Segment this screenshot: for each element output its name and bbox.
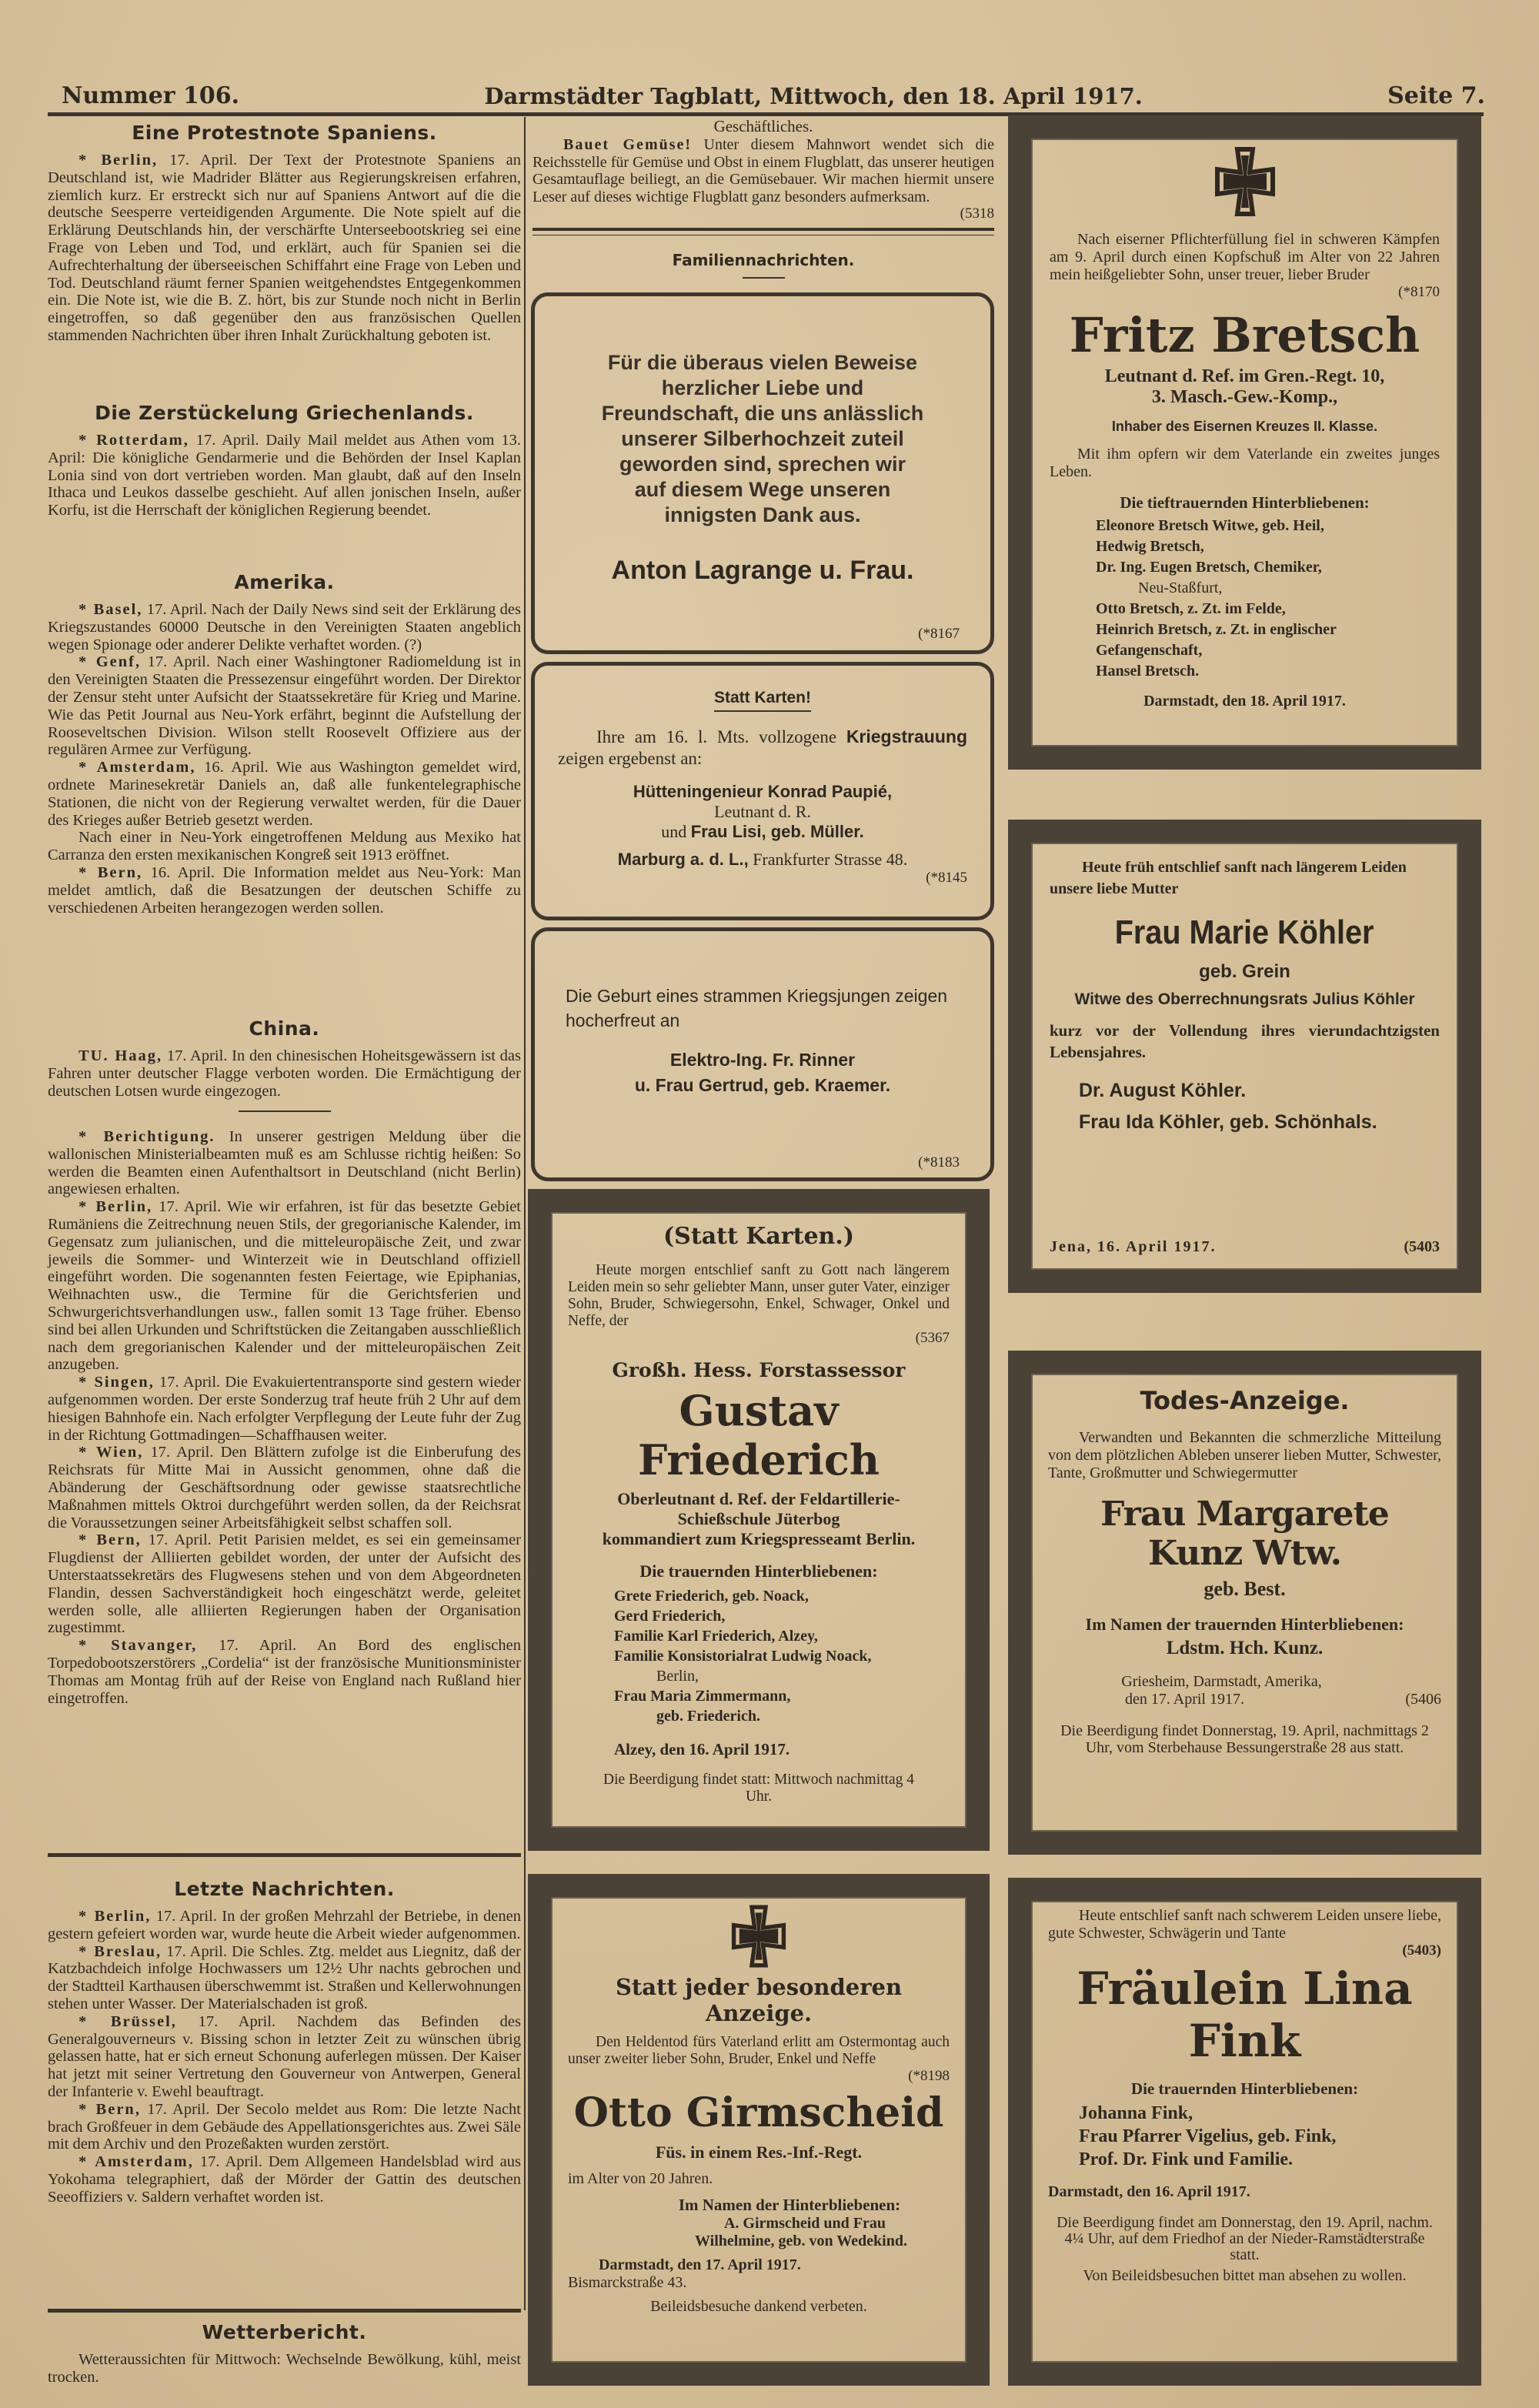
mourner: Familie Karl Friederich, Alzey, [614, 1628, 818, 1645]
ad-girmscheid [528, 1874, 990, 2386]
business-heading: Geschäftliches. [713, 117, 813, 135]
iron-cross-icon [724, 1902, 793, 1971]
ad-reference: (5367 [915, 1330, 950, 1346]
ad-rank: Leutnant d. Ref. im Gren.-Regt. 10, [1104, 366, 1385, 386]
dateline: * Bern, [78, 2100, 141, 2118]
ad-name: Anton Lagrange u. Frau. [611, 556, 914, 585]
ad-funeral: Die Beerdigung findet am Donnerstag, den 19. April, nachm. 4¼ Uhr, auf dem Friedhof an der Nieder-Ramstädterstraße statt. [1057, 2214, 1433, 2263]
mourner: Frau Ida Köhler, geb. Schönhals. [1079, 1111, 1377, 1133]
deceased-name: Gustav Friederich [638, 1386, 880, 1485]
ad-funeral: Die Beerdigung findet statt: Mittwoch nachmittag 4 Uhr. [603, 1772, 914, 1805]
mourner: Familie Konsistorialrat Ludwig Noack, [614, 1648, 872, 1665]
article-paragraph [48, 829, 521, 864]
dateline: * Brüssel, [78, 2012, 177, 2030]
paragraph-text: 16. April. Wie aus Washington gemeldet wird, ordnete Marinesekretär Daniels an, daß alle funkentelegraphische Stationen, die nicht von der Regierung verwaltet werden, für die Dauer des Krieges außer Betrieb gesetzt werden. [48, 759, 522, 829]
dateline: * Bern, [78, 1531, 142, 1549]
paragraph-text: 17. April. Nach einer Washingtoner Radiomeldung ist in den Vereinigten Staaten die Pressezensur eingeführt worden. Der Direktor der Zensur steht unter Aufsicht der Staatssekretäre für Krieg und Marine. Wie das Petit Journal aus Neu-York erfährt, beginnt die Aufstellung der Rooseveltschen Division. Wilson stellt Roosevelt Offiziere aus der regulären Armee zur Verfügung. [48, 653, 521, 759]
section-rule [48, 2309, 521, 2313]
ad-text-part: und [661, 822, 691, 841]
mourner: Dr. August Köhler. [1079, 1080, 1247, 1101]
business-lead: Bauet Gemüse! [563, 136, 693, 153]
paragraph-text: 17. April. Wie wir erfahren, ist für das besetzte Gebiet Rumäniens die Zeitrechnung neuen Stils, der gregorianische Kalender, im Gegensatz zum julianischen, und die mitteleuropäische Zeit, und zwar jeweils die Sommer- und Winterzeit wie in Deutschland offiziell eingeführt worden. Die sogenannten festen Feiertage, wie Epiphanias, Weihnachten usw., die Termine für die Gerichtsferien und Schwurgerichtsverhandlungen usw., fallen somit 13 Tage früher. Ebenso sind bei allen Urkunden und Schriftstücken die Zeitangaben ausschließlich nach dem gregorianischen Kalender und der mitteleuropäischen Zeit anzugeben. [48, 1198, 521, 1374]
ad-note: Von Beileidsbesuchen bittet man absehen zu wollen. [1083, 2267, 1407, 2284]
ad-friederich [528, 1189, 990, 1851]
family-heading-block [532, 251, 994, 279]
dateline: * Basel, [78, 601, 143, 618]
ad-koehler [1008, 820, 1481, 1293]
ad-born: geb. Grein [1199, 961, 1290, 982]
ad-widow: Witwe des Oberrechnungsrats Julius Köhler [1074, 990, 1415, 1008]
mourner: Ldstm. Hch. Kunz. [1166, 1638, 1324, 1658]
dateline: * Singen, [78, 1374, 155, 1391]
mourner: Eleonore Bretsch Witwe, geb. Heil, [1096, 517, 1324, 534]
ad-date: Darmstadt, den 18. April 1917. [1143, 693, 1346, 710]
paragraph-text: 17. April. Der Text der Protestnote Spaniens an Deutschland ist, wie Madrider Blätter aus Regierungskreisen erfahren, ziemlich kurz. Er erstreckt sich nur auf Spaniens Antwort auf die die deutsche Seesperre verteidigenden Argumente. Die Note spielt auf die Erklärung Deutschlands hin, der verschärfte Unterseebootskrieg sei eine Frage von Leben und Tod, und erklärt, auch für Spanien sei die Aufrechterhaltung der überseeischen Schiffahrt eine Frage von Leben und Tod. Deutschland räumt ferner Spanien weitgehendstes Entgegenkommen ein. Die Note ist, wie die B. Z. hört, bis zur Stunde noch nicht in Berlin eingetroffen, so daß gegenüber den aus französischen Quellen stammenden Nachrichten über ihren Inhalt Zurückhaltung geboten ist. [48, 152, 521, 344]
article-paragraph [48, 432, 521, 519]
mourner: Hansel Bretsch. [1096, 663, 1200, 680]
ad-desc: Schießschule Jüterbog [677, 1509, 840, 1528]
ad-reference: (*8170 [1398, 284, 1440, 300]
paragraph-text: 17. April. Petit Parisien meldet, es sei ein gemeinsamer Flugdienst der Alliierten gebildet worden, der unter der Aufsicht des Unterstaatssekretärs des Flugwesens stehen und von dem Abgeordneten Flandin, dessen Sachverständigkeit hoch eingeschätzt werde, geleitet werden solle, alle alliierten Regierungen haben der Organisation zugestimmt. [48, 1531, 521, 1637]
dateline: * Berlin, [78, 152, 159, 169]
ad-reference: (5406 [1405, 1691, 1441, 1708]
article-paragraph [48, 601, 521, 653]
ad-title: (Statt Karten.) [663, 1223, 855, 1250]
dateline: * Breslau, [78, 1942, 162, 1960]
ad-address: Frankfurter Strasse 48. [748, 850, 908, 869]
page-number: Seite 7. [1387, 82, 1485, 109]
article-heading: China. [249, 1017, 320, 1040]
mourners-list [614, 1586, 871, 1726]
dateline: * Bern, [78, 863, 143, 881]
iron-cross-icon [1207, 143, 1284, 220]
ad-born: geb. Best. [1203, 1578, 1286, 1600]
ad-fink [1008, 1878, 1481, 2386]
issue-number: Nummer 106. [62, 82, 240, 109]
paragraph-text: 17. April. An Bord des englischen Torpedobootszerstörers „Cordelia“ ist der französische Munitionsminister Thomas am Montag früh auf der Reise von England nach Rußland hier eingetroffen. [48, 1637, 521, 1707]
paragraph-text: 17. April. In der großen Mehrzahl der Betriebe, in denen gestern gefeiert worden war, wurde heute die Arbeit wieder aufgenommen. [48, 1908, 521, 1942]
ad-date-line [1048, 1691, 1441, 1708]
ad-title: Todes-Anzeige. [1140, 1386, 1350, 1415]
article-paragraph [48, 2101, 521, 2153]
ad-name: u. Frau Gertrud, geb. Kraemer. [634, 1075, 891, 1095]
mourners-heading: Die tieftrauernden Hinterbliebenen: [1120, 493, 1370, 512]
business-text [532, 136, 994, 205]
ad-rinner [531, 927, 994, 1181]
ad-text: Für die überaus vielen Beweise herzlicher Liebe und Freundschaft, die uns anlässlich unserer Silberhochzeit zuteil geworden sind, sprechen wir auf diesem Wege unseren innigsten Dank aus. [601, 351, 924, 526]
article-paragraph [48, 2351, 521, 2386]
ad-name: Elektro-Ing. Fr. Rinner [669, 1050, 856, 1070]
ad-reference: (*8167 [918, 626, 960, 642]
article-paragraph [48, 1128, 521, 1198]
article-china [48, 1017, 521, 1123]
mourner: Dr. Ing. Eugen Bretsch, Chemiker, [1096, 559, 1322, 576]
ad-reference: (5318 [960, 205, 994, 222]
ad-name: Hütteningenieur Konrad Paupié, [633, 782, 893, 801]
paragraph-text: 17. April. Nach der Daily News sind seit der Erklärung des Kriegszustandes 60000 Deutsche in den Vereinigten Staaten angeblich wegen Spionage oder anderer Delikte verhaftet worden. (?) [48, 601, 521, 653]
mourner: Neu-Staßfurt, [1138, 579, 1223, 596]
article-paragraph [48, 1531, 521, 1637]
article-paragraph [48, 1444, 521, 1531]
article-heading: Letzte Nachrichten. [174, 1878, 395, 1900]
ad-footer [1050, 1238, 1440, 1256]
ad-kunz [1008, 1351, 1481, 1855]
ad-date: den 17. April 1917. [1125, 1691, 1244, 1708]
ad-date: Darmstadt, den 17. April 1917. [599, 2256, 801, 2273]
short-rule [743, 277, 785, 279]
ad-rank: Großh. Hess. Forstassessor [612, 1359, 906, 1381]
paragraph-text: Wetteraussichten für Mittwoch: Wechselnde Bewölkung, kühl, meist trocken. [48, 2351, 521, 2386]
paragraph-text: In unserer gestrigen Meldung über die wallonischen Ministerialbeamten muß es am Schlusse richtig heißen: So werden die Beamten einen Aufenthaltsort in Deutschland (nicht Berlin) angewiesen erhalten. [48, 1128, 521, 1198]
mourners-heading: Im Namen der Hinterbliebenen: [678, 2196, 901, 2214]
ad-text: Die Geburt eines strammen Kriegsjungen zeigen hocherfreut an [566, 986, 948, 1030]
ad-address: Bismarckstraße 43. [568, 2274, 687, 2291]
ad-date: Jena, 16. April 1917. [1050, 1238, 1217, 1255]
mourner: A. Girmscheid und Frau [723, 2215, 886, 2232]
paragraph-text: 17. April. Daily Mail meldet aus Athen vom 13. April: Die königliche Gendarmerie und die Behörden der Insel Kaplan Lonia sind von dort vertrieben worden. Man glaubt, daß auf den Inseln Ithaca und Leukos dasselbe geschieht. Auf allen jonischen Inseln, außer Korfu, ist die Herrschaft der königlichen Regierung beendet. [48, 432, 521, 519]
mourner: geb. Friederich. [656, 1708, 760, 1725]
deceased-name: Frau Marie Köhler [1115, 913, 1374, 951]
article-heading: Wetterbericht. [202, 2321, 367, 2343]
article-paragraph [48, 2013, 521, 2101]
mourner: Frau Pfarrer Vigelius, geb. Fink, [1079, 2126, 1337, 2146]
article-paragraph [48, 653, 521, 759]
business-body: Unter diesem Mahnwort wendet sich die Reichsstelle für Gemüse und Obst in einem Flugblatt, das unserer heutigen Gesamtauflage beiliegt, an die Gemüsebauer. Wir machen hiermit unsere Leser auf dieses wichtige Flugblatt ganz besonders aufmerksam. [532, 136, 994, 205]
article-paragraph [48, 152, 521, 345]
ad-text [558, 726, 967, 770]
dateline: * Amsterdam, [78, 759, 196, 777]
masthead-date: Darmstädter Tagblatt, Mittwoch, den 18. April 1917. [484, 83, 1143, 109]
article-wetterbericht [48, 2321, 521, 2386]
article-paragraph [48, 1943, 521, 2013]
mourners-heading: Die trauernden Hinterbliebenen: [1130, 2079, 1359, 2098]
dateline: * Amsterdam, [78, 2153, 194, 2171]
section-heading: Familiennachrichten. [672, 251, 855, 269]
article-paragraph [48, 1637, 521, 1707]
page-header [62, 71, 1485, 109]
ad-rank: Leutnant d. R. [714, 802, 811, 821]
dateline: * Berichtigung. [78, 1128, 215, 1145]
mourner: Gerd Friederich, [614, 1608, 726, 1625]
ad-place: Griesheim, Darmstadt, Amerika, [1121, 1673, 1322, 1690]
mourner: Wilhelmine, geb. von Wedekind. [695, 2233, 907, 2249]
ad-reference: (*8198 [908, 2068, 950, 2084]
article-paragraph [48, 759, 521, 829]
ad-rank: 3. Masch.-Gew.-Komp., [1151, 387, 1338, 407]
article-paragraph [48, 1374, 521, 1444]
ad-age: im Alter von 20 Jahren. [568, 2170, 713, 2187]
ad-text: Heute früh entschlief sanft nach längerem Leiden unsere liebe Mutter [1050, 859, 1407, 897]
ad-text: Den Heldentod fürs Vaterland erlitt am Ostermontag auch unser zweiter lieber Sohn, Bruder, Enkel und Neffe [568, 2034, 950, 2067]
dateline: * Stavanger, [78, 1637, 198, 1655]
mourner: Grete Friederich, geb. Noack, [614, 1588, 809, 1605]
dateline: * Berlin, [78, 1198, 153, 1216]
article-paragraph [48, 2153, 521, 2206]
ad-reference: (*8183 [918, 1154, 960, 1171]
ad-lagrange [531, 292, 994, 654]
article-paragraph [48, 864, 521, 917]
paragraph-text: 17. April. Der Secolo meldet aus Rom: Die letzte Nacht brach Großfeuer in dem Gebäude des Appellationsgerichtes aus. Zwei Säle mit dem Archiv und den Prozeßakten wurden zerstört. [48, 2100, 521, 2153]
section-rule [48, 1853, 521, 1857]
mourner: Berlin, [656, 1668, 699, 1685]
article-paragraph [48, 1047, 521, 1100]
mourner: Heinrich Bretsch, z. Zt. in englischer Gefangenschaft, [1096, 621, 1337, 659]
ad-reference: (5403 [1404, 1238, 1440, 1255]
article-misc-news [48, 1128, 521, 1707]
ad-text: Heute morgen entschlief sanft zu Gott nach längerem Leiden mein so sehr geliebter Mann, unser guter Vater, einziger Sohn, Bruder, Schwiegersohn, Enkel, Schwager, Onkel und Neffe, der [568, 1262, 950, 1329]
mourner: Hedwig Bretsch, [1096, 538, 1204, 555]
ad-note: Beileidsbesuche dankend verbeten. [650, 2298, 867, 2315]
article-protestnote [48, 122, 521, 345]
ad-text-part: Ihre am 16. l. Mts. vollzogene [596, 727, 846, 746]
article-heading: Eine Protestnote Spaniens. [132, 122, 437, 144]
article-paragraph [48, 1908, 521, 1943]
ad-date: Darmstadt, den 16. April 1917. [1048, 2183, 1250, 2200]
ad-text: Heute entschlief sanft nach schwerem Leiden unsere liebe, gute Schwester, Schwägerin und Tante [1048, 1907, 1441, 1942]
dateline: * Berlin, [78, 1908, 152, 1925]
ad-rank: Füs. in einem Res.-Inf.-Regt. [655, 2142, 863, 2162]
column-divider [524, 117, 526, 2310]
mourner: Prof. Dr. Fink und Familie. [1079, 2149, 1294, 2169]
ad-name: Frau Lisi, geb. Müller. [690, 822, 864, 841]
dateline: TU. Haag, [78, 1047, 163, 1064]
deceased-name: Fritz Bretsch [1069, 307, 1420, 363]
dateline: * Wien, [78, 1444, 144, 1461]
paragraph-text: 16. April. Die Information meldet aus Neu-York: Man meldet amtlich, daß die Besatzungen der deutschen Schiffe zu verschiedenen Arbeiten herangezogen werden sollen. [48, 863, 521, 917]
mourner: Frau Maria Zimmermann, [614, 1688, 791, 1705]
business-notice [532, 117, 994, 222]
paragraph-text: 17. April. In den chinesischen Hoheitsgewässern ist das Fahren unter deutscher Flagge verboten worden. Die Ermächtigung der deutschen Lotsen wurde eingezogen. [48, 1047, 521, 1100]
ad-reference: (*8145 [926, 870, 967, 886]
dateline: * Rotterdam, [78, 432, 189, 449]
article-amerika [48, 571, 521, 917]
ad-text: Mit ihm opfern wir dem Vaterlande ein zweites junges Leben. [1050, 446, 1440, 480]
article-heading: Amerika. [234, 571, 335, 593]
mourners-heading: Die trauernden Hinterbliebenen: [639, 1561, 878, 1581]
ad-desc: Oberleutnant d. Ref. der Feldartillerie- [617, 1489, 900, 1508]
ad-title: Statt Karten! [714, 689, 811, 712]
article-heading: Die Zerstückelung Griechenlands. [95, 402, 474, 424]
mourners-heading: Im Namen der trauernden Hinterbliebenen: [1085, 1615, 1404, 1634]
ad-award: Inhaber des Eisernen Kreuzes II. Klasse. [1111, 419, 1378, 434]
deceased-name: Frau Margarete Kunz Wtw. [1100, 1495, 1389, 1573]
paragraph-text: 17. April. Dem Allgemeen Handelsblad wird aus Yokohama telegraphiert, daß der Mörder der Gattin des deutschen Seeoffiziers v. Saldern verhaftet worden ist. [48, 2153, 522, 2206]
paragraph-text: 17. April. Den Blättern zufolge ist die Einberufung des Reichsrats für Mitte Mai in Aussicht genommen, ohne daß die Abänderung der Geschäftsordnung oder gewisse staatsrechtliche Maßnahmen mittels Oktroi durchgeführt werden sollen, da der Reichsrat die Voraussetzungen seiner Arbeitsfähigkeit selbst schaffen soll. [48, 1444, 521, 1531]
article-paragraph [48, 1198, 521, 1374]
mourners-list [1096, 516, 1434, 682]
deceased-name: Otto Girmscheid [573, 2089, 944, 2136]
ad-text: kurz vor der Vollendung ihres vierundachtzigsten Lebensjahres. [1050, 1021, 1440, 1061]
ad-text-part: zeigen ergebenst an: [558, 749, 703, 768]
article-griechenland [48, 402, 521, 519]
article-letzte-nachrichten [48, 1878, 521, 2206]
paragraph-text: 17. April. Nachdem das Befinden des Generalgouverneurs v. Bissing schon in letzter Zeit zu wünschen übrig gelassen hatte, hat er sich erneut Schonung auferlegen müssen. Der Kaiser hat jetzt mit seiner Vertretung den Gouverneur von Antwerpen, General der Infanterie v. Ewehl beauftragt. [48, 2012, 521, 2100]
ad-text-bold: Kriegstrauung [846, 726, 967, 746]
mourner: Otto Bretsch, z. Zt. im Felde, [1096, 600, 1286, 617]
ad-text: Verwandten und Bekannten die schmerzliche Mitteilung von dem plötzlichen Ableben unserer lieben Mutter, Schwester, Tante, Großmutter und Schwiegermutter [1048, 1429, 1441, 1481]
ad-date: Alzey, den 16. April 1917. [614, 1740, 790, 1758]
deceased-name: Fräulein Lina Fink [1077, 1962, 1413, 2067]
paragraph-text: Nach einer in Neu-York eingetroffenen Meldung aus Mexiko hat Carranza den ersten mexikanischen Kongreß seit 1913 eröffnet. [48, 829, 521, 864]
ad-place: Marburg a. d. L., [617, 850, 749, 869]
ad-text: Nach eiserner Pflichterfüllung fiel in schweren Kämpfen am 9. April durch einen Kopfschuß im Alter von 22 Jahren mein heißgeliebter Sohn, unser treuer, lieber Bruder [1050, 231, 1440, 283]
ad-desc: kommandiert zum Kriegspresseamt Berlin. [602, 1529, 916, 1548]
mourner: Johanna Fink, [1079, 2103, 1193, 2123]
ad-bretsch [1008, 115, 1481, 770]
ad-reference: (5403) [1402, 1942, 1441, 1959]
ad-name-line [661, 822, 863, 842]
section-rule [532, 228, 994, 231]
dateline: * Genf, [78, 653, 142, 671]
ad-funeral: Die Beerdigung findet Donnerstag, 19. April, nachmittags 2 Uhr, vom Sterbehause Bessungerstraße 28 aus statt. [1060, 1722, 1429, 1756]
short-rule [239, 1110, 331, 1112]
mourners-list [1079, 2102, 1336, 2171]
ad-address-line [618, 850, 907, 870]
ad-paupie [531, 662, 994, 920]
paragraph-text: 17. April. Die Evakuiertentransporte sind gestern wieder aufgenommen worden. Der erste Sonderzug traf heute früh 2 Uhr auf dem hiesigen Bahnhofe ein. Nach erfolgter Verpflegung der Leute fuhr der Zug in der Richtung Gottmadingen—Schaffhausen weiter. [48, 1374, 521, 1444]
paragraph-text: 17. April. Die Schles. Ztg. meldet aus Liegnitz, daß der Katzbachdeich infolge Hochwassers um 12½ Uhr nachts gebrochen und der Stadtteil Karthausen überschwemmt ist. Straßen und Kellerwohnungen stehen unter Wasser. Der Materialschaden ist groß. [48, 1942, 521, 2012]
ad-title: Statt jeder besonderen Anzeige. [615, 1974, 903, 2026]
